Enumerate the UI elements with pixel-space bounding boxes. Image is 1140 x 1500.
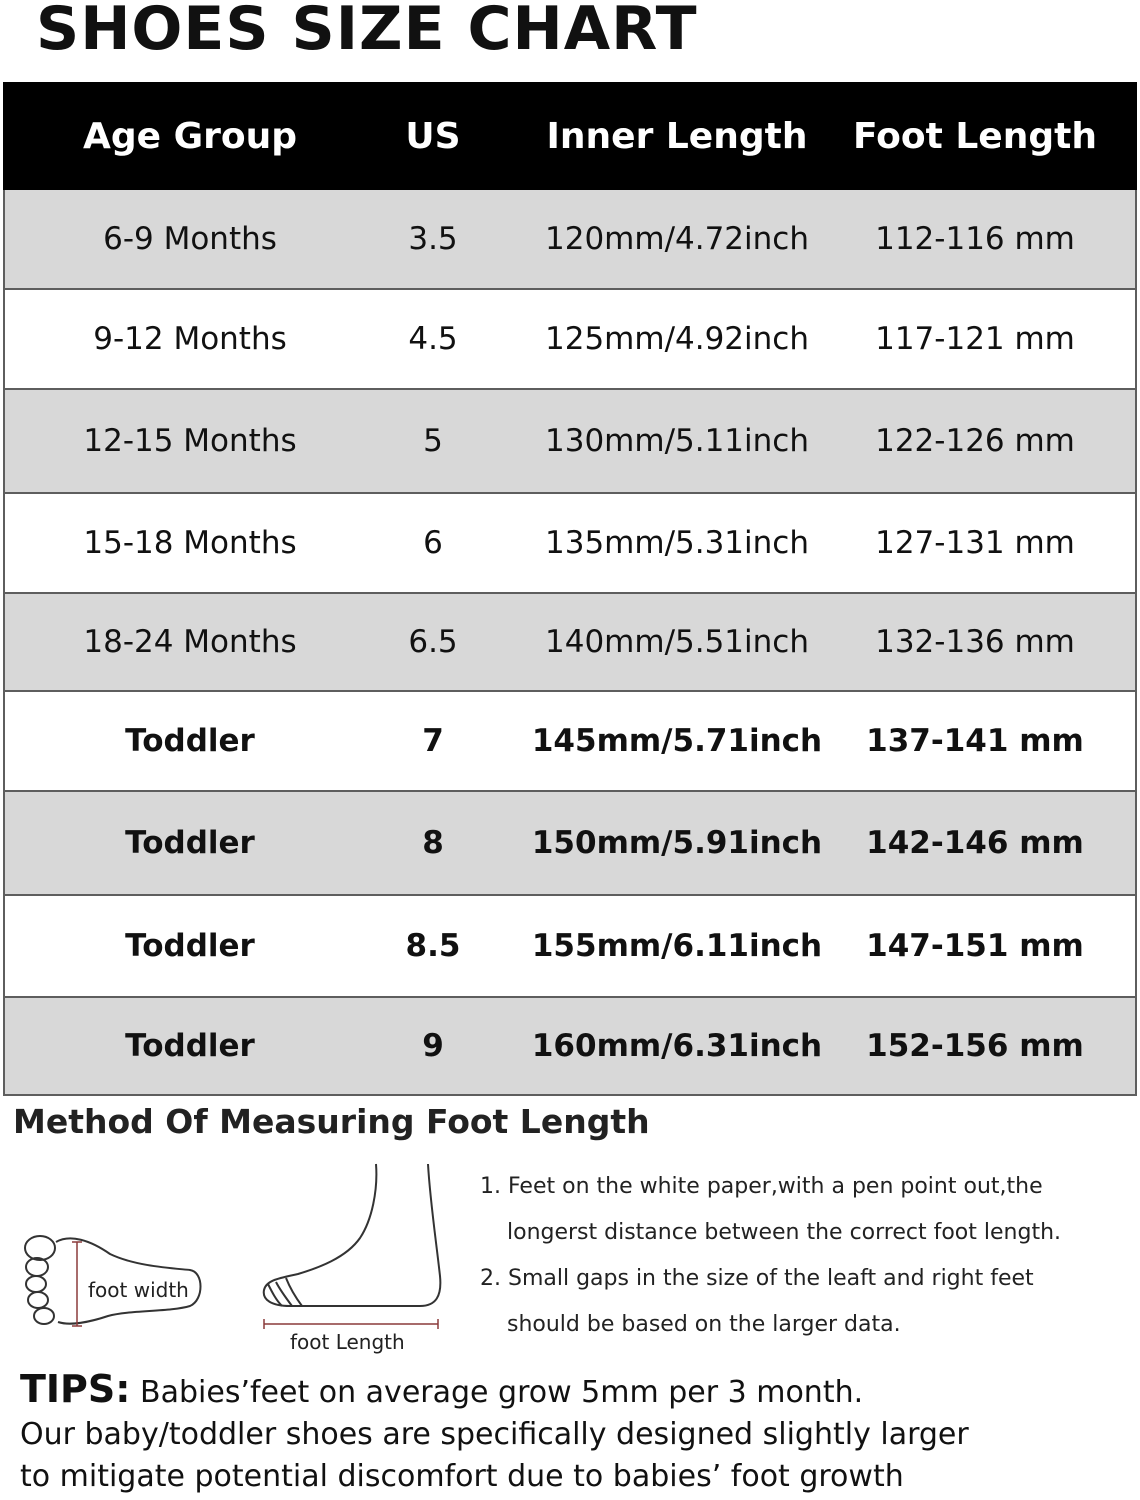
table-row	[3, 290, 1137, 390]
cell-inner-length: 135mm/5.31inch	[545, 525, 809, 561]
table-row	[3, 190, 1137, 290]
foot-length-label: foot Length	[290, 1330, 405, 1354]
header-us: US	[405, 115, 461, 157]
cell-age-group: 9-12 Months	[93, 321, 287, 357]
measuring-steps	[480, 1164, 1120, 1348]
foot-diagram	[0, 1150, 470, 1365]
step-1	[480, 1164, 1120, 1256]
header-foot-length: Foot Length	[853, 115, 1097, 157]
cell-inner-length: 120mm/4.72inch	[545, 221, 809, 257]
cell-us: 5	[423, 423, 443, 459]
cell-age-group: Toddler	[125, 825, 255, 861]
cell-us: 6	[423, 525, 443, 561]
step-2-line-1: 2. Small gaps in the size of the leaft and right feet	[480, 1266, 1034, 1291]
cell-foot-length: 117-121 mm	[875, 321, 1075, 357]
cell-inner-length: 155mm/6.11inch	[531, 928, 823, 964]
page-title: SHOES SIZE CHART	[36, 0, 698, 64]
table-row	[3, 692, 1137, 792]
cell-age-group: Toddler	[125, 928, 255, 964]
cell-foot-length: 112-116 mm	[875, 221, 1075, 257]
cell-foot-length: 132-136 mm	[875, 624, 1075, 660]
tips-line-3: to mitigate potential discomfort due to babies’ foot growth	[20, 1459, 904, 1494]
table-row	[3, 594, 1137, 692]
cell-age-group: 6-9 Months	[103, 221, 277, 257]
method-title: Method Of Measuring Foot Length	[13, 1102, 650, 1141]
table-row	[3, 390, 1137, 494]
cell-us: 7	[422, 723, 444, 759]
table-row	[3, 896, 1137, 998]
cell-us: 3.5	[408, 221, 458, 257]
step-1-line-1: 1. Feet on the white paper,with a pen point out,the	[480, 1174, 1043, 1199]
foot-side-view-icon	[264, 1164, 441, 1306]
cell-inner-length: 160mm/6.31inch	[531, 1028, 823, 1064]
foot-length-arrow-icon	[264, 1319, 438, 1329]
cell-foot-length: 137-141 mm	[866, 723, 1084, 759]
cell-us: 4.5	[408, 321, 458, 357]
tips-line-2: Our baby/toddler shoes are specifically designed slightly larger	[20, 1417, 969, 1452]
cell-age-group: 12-15 Months	[83, 423, 297, 459]
foot-width-label: foot width	[88, 1278, 189, 1302]
tips-line-1: Babies’feet on average grow 5mm per 3 month.	[140, 1375, 864, 1410]
size-chart-table	[3, 82, 1137, 1096]
cell-age-group: Toddler	[125, 723, 255, 759]
cell-us: 9	[422, 1028, 444, 1064]
header-age-group: Age Group	[82, 115, 297, 157]
table-row	[3, 998, 1137, 1096]
cell-inner-length: 150mm/5.91inch	[531, 825, 823, 861]
cell-foot-length: 142-146 mm	[866, 825, 1084, 861]
table-header-row	[3, 82, 1137, 190]
step-2-line-2: should be based on the larger data.	[507, 1312, 901, 1337]
cell-inner-length: 145mm/5.71inch	[531, 723, 823, 759]
cell-us: 6.5	[408, 624, 458, 660]
tips-section	[20, 1368, 1130, 1498]
cell-us: 8	[422, 825, 444, 861]
step-1-line-2: longerst distance between the correct foot length.	[507, 1220, 1062, 1245]
cell-age-group: 15-18 Months	[83, 525, 297, 561]
tips-label: TIPS:	[20, 1367, 131, 1411]
cell-inner-length: 130mm/5.11inch	[545, 423, 809, 459]
cell-inner-length: 140mm/5.51inch	[545, 624, 809, 660]
foot-width-arrow-icon	[72, 1242, 82, 1326]
step-2	[480, 1256, 1120, 1348]
cell-foot-length: 127-131 mm	[875, 525, 1075, 561]
cell-age-group: Toddler	[125, 1028, 255, 1064]
header-inner-length: Inner Length	[546, 115, 808, 157]
cell-foot-length: 147-151 mm	[866, 928, 1084, 964]
cell-us: 8.5	[405, 928, 461, 964]
table-row	[3, 494, 1137, 594]
cell-foot-length: 122-126 mm	[875, 423, 1075, 459]
cell-foot-length: 152-156 mm	[866, 1028, 1084, 1064]
table-row	[3, 792, 1137, 896]
cell-age-group: 18-24 Months	[83, 624, 297, 660]
cell-inner-length: 125mm/4.92inch	[545, 321, 809, 357]
